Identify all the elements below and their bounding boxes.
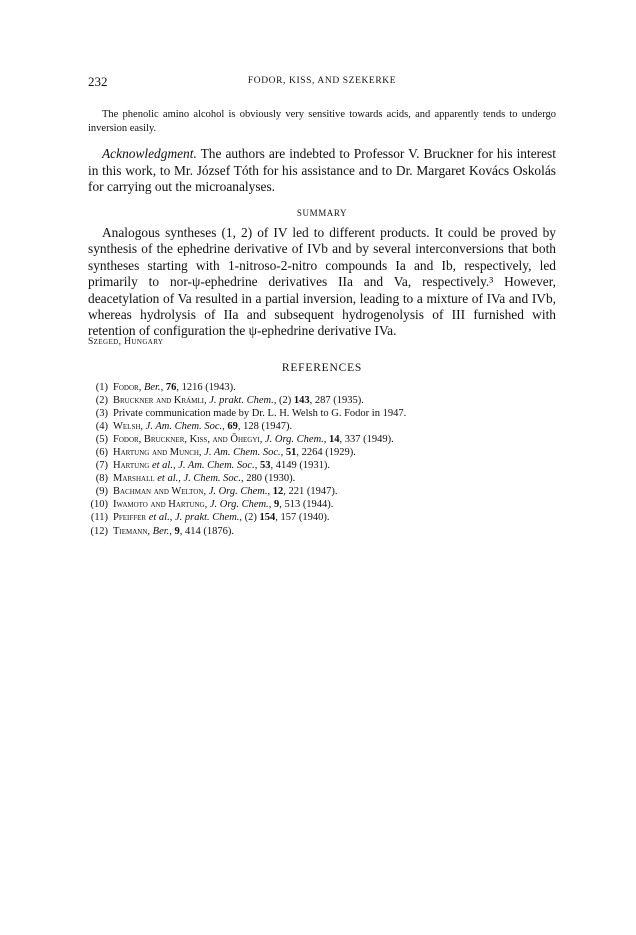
reference-separator: , (204, 395, 210, 407)
reference-journal: J. prakt. Chem. (174, 512, 240, 524)
reference-journal: J. prakt. Chem. (209, 395, 274, 407)
reference-series: , (280, 447, 286, 459)
reference-pages-year: , 128 (1947). (237, 421, 293, 433)
reference-number: (2) (95, 395, 108, 407)
reference-authors: Iwamoto and Hartung (113, 499, 205, 511)
intro-paragraph-text: The phenolic amino alcohol is obviously very sensitive towards acids, and apparently tends to undergo inversion easily. (88, 109, 556, 134)
reference-separator: et al., (149, 460, 179, 472)
reference-volume: 53 (259, 460, 271, 472)
reference-number: (1) (95, 382, 108, 393)
reference-journal: J. Am. Chem. Soc. (178, 460, 255, 472)
reference-item (88, 511, 556, 524)
reference-volume: 143 (293, 395, 310, 407)
reference-pages-year: , 513 (1944). (279, 499, 334, 511)
reference-journal: J. Org. Chem. (208, 486, 268, 498)
reference-series: , (222, 421, 228, 433)
reference-pages-year: , 2264 (1929). (296, 447, 356, 459)
reference-journal: J. Chem. Soc. (183, 473, 241, 485)
reference-series: , (2) (273, 395, 294, 407)
reference-pages-year: 280 (1930). (246, 473, 296, 485)
reference-volume: 12 (272, 486, 284, 498)
acknowledgment-text: The authors are indebted to Professor V. Bruckner for his interest in this work, to Mr. József Tóth for his assistance and to Dr. Margaret Kovács Oskolás for carrying out the microanalyses. (88, 146, 556, 195)
reference-authors: Hartung (113, 460, 150, 472)
reference-item (88, 446, 556, 459)
reference-separator: , (198, 447, 205, 459)
reference-item (88, 472, 556, 485)
reference-number: (5) (95, 434, 108, 446)
reference-volume: 9 (174, 525, 180, 537)
reference-pages-year: , 221 (1947). (283, 486, 338, 498)
reference-journal: J. Am. Chem. Soc. (204, 447, 281, 459)
reference-volume: 9 (273, 499, 280, 511)
reference-pages-year: , 1216 (1943). (176, 382, 236, 393)
reference-number: (3) (95, 408, 108, 420)
reference-number: (10) (90, 499, 108, 511)
reference-number: (4) (95, 421, 108, 433)
reference-authors: Bruckner and Krámli (113, 395, 205, 407)
reference-authors: Marshall (113, 473, 155, 485)
reference-series: , (160, 382, 166, 393)
reference-number: (7) (95, 460, 108, 472)
reference-series: , (323, 434, 330, 446)
reference-item (88, 485, 556, 498)
reference-number: (6) (95, 447, 108, 459)
intro-paragraph (88, 108, 556, 136)
reference-separator: , (204, 499, 210, 511)
page-header (88, 74, 556, 90)
reference-journal: J. Org. Chem. (264, 434, 324, 446)
reference-item (88, 433, 556, 446)
reference-series: , (268, 499, 274, 511)
reference-separator: , (138, 382, 144, 393)
reference-number: (9) (95, 486, 108, 498)
reference-separator: et al., (146, 512, 175, 524)
reference-journal: Ber. (152, 525, 170, 537)
reference-journal: J. Org. Chem. (209, 499, 269, 511)
page-number: 232 (88, 74, 108, 89)
reference-item (88, 407, 556, 420)
summary-heading: SUMMARY (296, 208, 348, 218)
reference-pages-year: , 287 (1935). (309, 395, 364, 407)
reference-number: (12) (90, 525, 108, 537)
reference-authors: Fodor (113, 382, 139, 393)
reference-journal: J. Am. Chem. Soc. (145, 421, 223, 433)
reference-series: , (240, 473, 247, 485)
acknowledgment-label: Acknowledgment. (102, 146, 197, 161)
reference-authors: Hartung and Munch (113, 447, 199, 459)
reference-item (88, 525, 556, 538)
reference-pages-year: , 4149 (1931). (270, 460, 330, 472)
reference-separator: , (203, 486, 209, 498)
reference-authors: Fodor, Bruckner, Kiss, and Ōhegyi (113, 434, 260, 446)
reference-separator: , (259, 434, 265, 446)
reference-authors: Welsh (113, 421, 141, 433)
reference-list (88, 381, 556, 538)
reference-item (88, 420, 556, 433)
reference-series: , (254, 460, 260, 472)
reference-volume: 69 (227, 421, 238, 433)
reference-separator: et al., (154, 473, 184, 485)
reference-authors: Tiemann (113, 525, 148, 537)
reference-journal: Ber. (143, 382, 161, 393)
reference-series: , (267, 486, 273, 498)
acknowledgment-paragraph (88, 146, 556, 196)
summary-text: Analogous syntheses (1, 2) of IV led to different products. It could be proved by synthesis of the ephedrine derivative of IVb and by several interconversions that both syntheses starting with 1-nitroso-2-nitro compounds Ia and Ib, respectively, led primarily to nor-ψ-ephedrine derivatives IIa and Va, respectively.³ However, deacetylation of Va resulted in a partial inversion, leading to a mixture of IVa and IVb, whereas hydrolysis of IIa and subsequent hydrogenolysis of III furnished with retention of configuration the ψ-ephedrine derivative IVa. (88, 225, 556, 339)
reference-pages-year: , 157 (1940). (275, 512, 330, 524)
reference-pages-year: , 337 (1949). (339, 434, 394, 446)
reference-number: (11) (90, 512, 108, 524)
affiliation: Szeged, Hungary (88, 337, 164, 347)
reference-series: , (2) (239, 512, 260, 524)
reference-item (88, 394, 556, 407)
reference-authors: Pfeiffer (113, 512, 147, 524)
reference-volume: 154 (259, 512, 276, 524)
reference-item (88, 498, 556, 511)
reference-pages-year: , 414 (1876). (179, 525, 235, 537)
reference-text: Private communication made by Dr. L. H. Welsh to G. Fodor in 1947. (113, 408, 407, 420)
summary-paragraph (88, 225, 556, 340)
running-head: FODOR, KISS, AND SZEKERKE (247, 76, 397, 86)
reference-separator: , (140, 421, 146, 433)
reference-authors: Bachman and Welton (113, 486, 204, 498)
reference-separator: , (147, 525, 153, 537)
reference-item (88, 459, 556, 472)
reference-item (88, 381, 556, 394)
reference-number: (8) (95, 473, 108, 485)
reference-series: , (169, 525, 175, 537)
references-heading: REFERENCES (281, 362, 363, 374)
reference-volume: 51 (285, 447, 297, 459)
reference-volume: 14 (329, 434, 340, 446)
reference-volume: 76 (165, 382, 177, 393)
